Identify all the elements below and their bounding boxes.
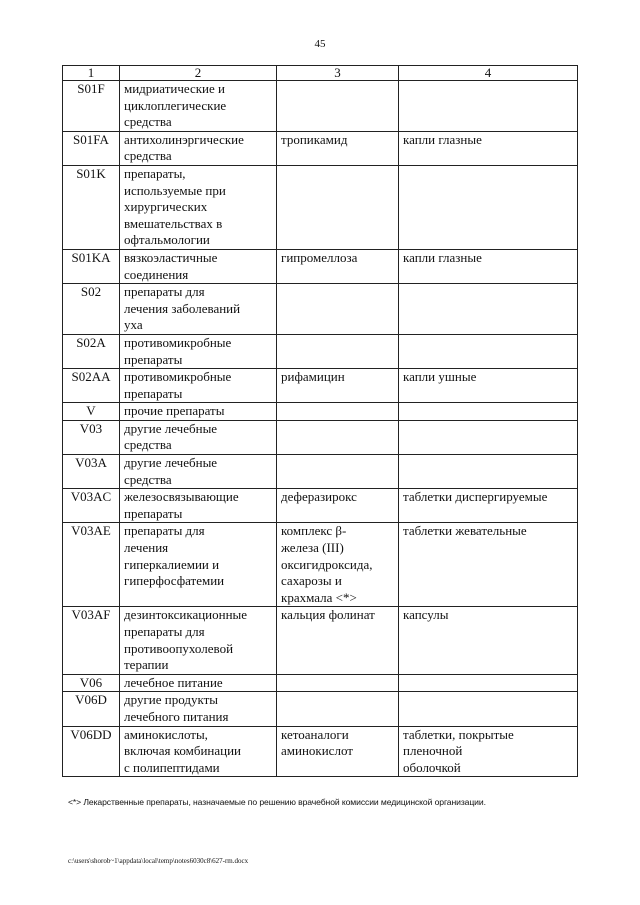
form-cell	[399, 284, 578, 335]
form-cell: капли глазные	[399, 131, 578, 165]
drug-cell: комплекс β- железа (III) оксигидроксида, сахарозы и крахмала <*>	[277, 523, 399, 607]
column-header-form: 4	[399, 66, 578, 81]
group-cell: вязкоэластичные соединения	[120, 249, 277, 283]
file-path: c:\users\shorob~1\appdata\local\temp\notes6030c8\627-rm.docx	[68, 857, 249, 865]
table-row	[63, 455, 578, 489]
group-cell: антихолинэргические средства	[120, 131, 277, 165]
table-row	[63, 131, 578, 165]
form-cell	[399, 674, 578, 692]
atc-code-cell: S02AA	[63, 369, 120, 403]
table-row	[63, 369, 578, 403]
table-row	[63, 726, 578, 777]
table-row	[63, 692, 578, 726]
form-cell: капли ушные	[399, 369, 578, 403]
table-row	[63, 607, 578, 674]
atc-code-cell: S01KA	[63, 249, 120, 283]
table-row	[63, 334, 578, 368]
form-cell: таблетки, покрытые пленочной оболочкой	[399, 726, 578, 777]
atc-code-cell: V06	[63, 674, 120, 692]
drug-cell: кальция фолинат	[277, 607, 399, 674]
drug-cell	[277, 81, 399, 132]
atc-code-cell: V06D	[63, 692, 120, 726]
table-row	[63, 165, 578, 249]
drug-cell: тропикамид	[277, 131, 399, 165]
form-cell	[399, 81, 578, 132]
form-cell	[399, 420, 578, 454]
group-cell: другие лечебные средства	[120, 455, 277, 489]
atc-code-cell: V03	[63, 420, 120, 454]
atc-code-cell: S01K	[63, 165, 120, 249]
form-cell: таблетки жевательные	[399, 523, 578, 607]
form-cell	[399, 334, 578, 368]
footnote: <*> Лекарственные препараты, назначаемые по решению врачебной комиссии медицинской организации.	[68, 797, 486, 807]
form-cell: таблетки диспергируемые	[399, 489, 578, 523]
table-body	[63, 81, 578, 777]
drug-cell	[277, 455, 399, 489]
column-header-drug: 3	[277, 66, 399, 81]
table-row	[63, 249, 578, 283]
form-cell	[399, 403, 578, 421]
group-cell: прочие препараты	[120, 403, 277, 421]
group-cell: другие продукты лечебного питания	[120, 692, 277, 726]
atc-code-cell: V	[63, 403, 120, 421]
table-row	[63, 489, 578, 523]
table-row	[63, 674, 578, 692]
atc-code-cell: S01FA	[63, 131, 120, 165]
group-cell: аминокислоты, включая комбинации с полипептидами	[120, 726, 277, 777]
group-cell: противомикробные препараты	[120, 334, 277, 368]
table-row	[63, 81, 578, 132]
form-cell	[399, 165, 578, 249]
atc-code-cell: V03AC	[63, 489, 120, 523]
form-cell	[399, 455, 578, 489]
atc-code-cell: V03A	[63, 455, 120, 489]
medication-table	[62, 65, 578, 777]
drug-cell	[277, 334, 399, 368]
drug-cell	[277, 284, 399, 335]
drug-cell	[277, 403, 399, 421]
drug-cell: кетоаналоги аминокислот	[277, 726, 399, 777]
drug-cell: гипромеллоза	[277, 249, 399, 283]
column-header-code: 1	[63, 66, 120, 81]
table-header-row	[63, 66, 578, 81]
group-cell: препараты для лечения заболеваний уха	[120, 284, 277, 335]
atc-code-cell: S02A	[63, 334, 120, 368]
atc-code-cell: S01F	[63, 81, 120, 132]
form-cell	[399, 692, 578, 726]
drug-cell	[277, 674, 399, 692]
form-cell: капсулы	[399, 607, 578, 674]
atc-code-cell: S02	[63, 284, 120, 335]
table-row	[63, 284, 578, 335]
group-cell: мидриатические и циклоплегические средства	[120, 81, 277, 132]
column-header-group: 2	[120, 66, 277, 81]
page-number: 45	[314, 38, 326, 50]
drug-cell	[277, 692, 399, 726]
atc-code-cell: V03AF	[63, 607, 120, 674]
table-row	[63, 523, 578, 607]
group-cell: препараты для лечения гиперкалиемии и гиперфосфатемии	[120, 523, 277, 607]
atc-code-cell: V06DD	[63, 726, 120, 777]
group-cell: препараты, используемые при хирургических вмешательствах в офтальмологии	[120, 165, 277, 249]
group-cell: лечебное питание	[120, 674, 277, 692]
drug-cell	[277, 165, 399, 249]
group-cell: другие лечебные средства	[120, 420, 277, 454]
drug-cell: деферазирокс	[277, 489, 399, 523]
group-cell: железосвязывающие препараты	[120, 489, 277, 523]
drug-cell: рифамицин	[277, 369, 399, 403]
table-row	[63, 403, 578, 421]
table-row	[63, 420, 578, 454]
atc-code-cell: V03AE	[63, 523, 120, 607]
group-cell: дезинтоксикационные препараты для противоопухолевой терапии	[120, 607, 277, 674]
group-cell: противомикробные препараты	[120, 369, 277, 403]
form-cell: капли глазные	[399, 249, 578, 283]
drug-cell	[277, 420, 399, 454]
